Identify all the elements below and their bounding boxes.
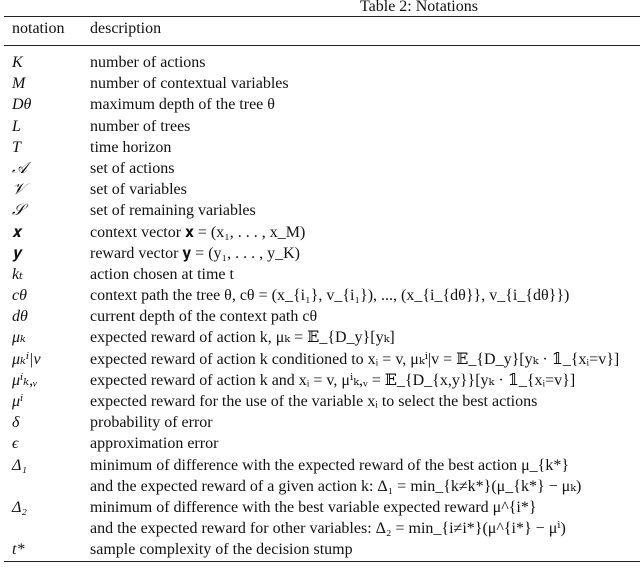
top-rule (4, 16, 640, 17)
notation-cell: L (12, 117, 21, 135)
notation-cell: kₜ (12, 265, 24, 283)
table-row (0, 264, 640, 285)
description-cell: set of remaining variables (90, 202, 256, 220)
description-cell: number of actions (90, 54, 206, 71)
notation-cell: Δ₂ (12, 498, 27, 516)
description-cell: number of trees (90, 117, 191, 135)
description-cell: set of actions (90, 159, 175, 177)
description-cell: set of variables (90, 181, 187, 199)
table-row (0, 476, 640, 497)
notation-cell: M (12, 75, 26, 93)
notation-cell: δ (12, 414, 20, 432)
notation-cell: Δ₁ (12, 456, 27, 474)
notation-cell: 𝒜 (12, 159, 28, 177)
table-row (0, 306, 640, 327)
header-rule (4, 45, 640, 46)
notation-cell: μⁱ (12, 393, 24, 410)
notation-cell: 𝒮 (12, 202, 25, 220)
notation-cell: 𝐱 (12, 223, 21, 241)
table-row (0, 222, 640, 243)
table-row (0, 412, 640, 433)
notation-cell: μⁱₖ,ᵥ (12, 371, 38, 389)
table-row (0, 285, 640, 306)
table-row (0, 243, 640, 264)
description-cell: context vector 𝐱 = (x₁, . . . , x_M) (90, 223, 306, 241)
notation-cell (0, 476, 90, 497)
notation-cell: 𝒱 (12, 181, 26, 199)
description-cell: probability of error (90, 414, 213, 432)
description-cell: and the expected reward for other variables: Δ₂ = min_{i≠i*}(μ^{i*} − μⁱ) (90, 520, 566, 538)
table-row (0, 200, 640, 221)
notation-cell: 𝐲 (12, 244, 21, 262)
table-row (0, 158, 640, 179)
description-cell: maximum depth of the tree θ (90, 96, 275, 114)
table-body (0, 52, 640, 561)
description-cell: approximation error (90, 435, 219, 453)
table-row (0, 94, 640, 115)
notation-cell (0, 518, 90, 539)
table-row (0, 349, 640, 370)
notation-cell: μₖ (12, 329, 26, 347)
description-cell: expected reward of action k conditioned to xᵢ = v, μₖⁱ|v = 𝔼_{D_y}[yₖ · 𝟙_{xᵢ=v}] (90, 350, 620, 368)
notation-cell: ϵ (12, 435, 19, 453)
table-row (0, 497, 640, 518)
description-cell: time horizon (90, 138, 172, 156)
notation-cell: t* (12, 541, 25, 559)
description-cell: current depth of the context path cθ (90, 308, 318, 326)
table-row (0, 391, 640, 412)
table-row (0, 116, 640, 137)
description-cell: action chosen at time t (90, 265, 234, 283)
notation-cell: dθ (12, 308, 28, 326)
notation-cell: K (12, 54, 23, 71)
notation-cell: μₖⁱ|v (12, 350, 41, 368)
description-cell: minimum of difference with the best variable expected reward μ^{i*} (90, 498, 537, 516)
table-row (0, 73, 640, 94)
notation-cell: cθ (12, 287, 27, 305)
description-cell: expected reward for the use of the variable xᵢ to select the best actions (90, 393, 538, 410)
description-cell: expected reward of action k, μₖ = 𝔼_{D_y}[yₖ] (90, 329, 395, 347)
table-row (0, 433, 640, 454)
header-description: description (90, 20, 162, 37)
description-cell: and the expected reward of a given action k: Δ₁ = min_{k≠k*}(μ_{k*} − μₖ) (90, 477, 582, 495)
table-row (0, 327, 640, 348)
table-caption: Table 2: Notations (360, 0, 478, 15)
description-cell: reward vector 𝐲 = (y₁, . . . , y_K) (90, 244, 300, 262)
header-notation: notation (12, 20, 65, 37)
table-row (0, 455, 640, 476)
table-row (0, 179, 640, 200)
table-row (0, 518, 640, 539)
table-row (0, 370, 640, 391)
description-cell: context path the tree θ, cθ = (x_{i₁}, v_{i₁}), ..., (x_{i_{dθ}}, v_{i_{dθ}}) (90, 287, 570, 305)
table-row (0, 52, 640, 73)
description-cell: number of contextual variables (90, 75, 289, 93)
description-cell: minimum of difference with the expected reward of the best action μ_{k*} (90, 456, 570, 474)
bottom-rule (4, 561, 640, 562)
description-cell: sample complexity of the decision stump (90, 541, 353, 559)
table-row (0, 137, 640, 158)
description-cell: expected reward of action k and xᵢ = v, μⁱₖ,ᵥ = 𝔼_{D_{x,y}}[yₖ · 𝟙_{xᵢ=v}] (90, 371, 576, 389)
notation-cell: Dθ (12, 96, 32, 114)
notation-cell: T (12, 138, 21, 156)
table-row (0, 539, 640, 560)
